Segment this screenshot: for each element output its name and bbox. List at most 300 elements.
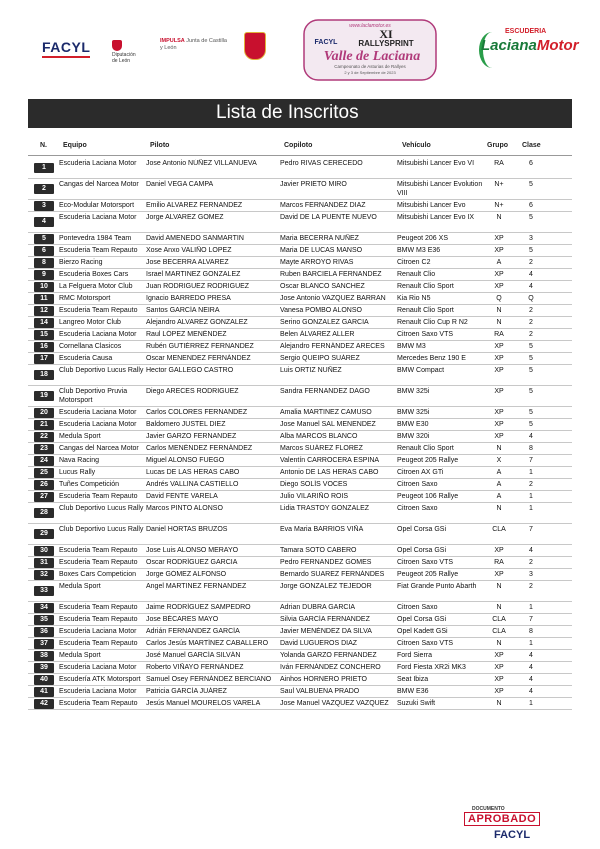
entry-number: 3 <box>34 201 54 211</box>
entry-grupo: XP <box>494 652 504 659</box>
entry-copiloto: Javier PRIETO MIRO <box>280 181 347 188</box>
entry-piloto: Andrés VALLINA CASTIELLO <box>146 481 239 488</box>
entry-number: 36 <box>34 627 54 637</box>
table-row <box>28 179 572 200</box>
table-row <box>28 407 572 419</box>
table-row <box>28 581 572 602</box>
entry-copiloto: Bernardo SUAREZ FERNÁNDES <box>280 571 385 578</box>
entry-vehiculo: BMW M3 E36 <box>397 247 441 254</box>
entry-equipo: Lucus Rally <box>59 469 96 476</box>
entry-vehiculo: Suzuki Swift <box>397 700 436 707</box>
entry-clase: 5 <box>529 181 533 188</box>
entry-piloto: Daniel HORTAS BRUZOS <box>146 526 228 533</box>
table-header <box>28 140 572 154</box>
entry-vehiculo: Renault Clio Sport <box>397 283 454 290</box>
entry-number: 8 <box>34 258 54 268</box>
table-row <box>28 686 572 698</box>
entry-grupo: XP <box>494 676 504 683</box>
entry-copiloto: David LUGUEROS DIAZ <box>280 640 358 647</box>
entry-vehiculo: Citroen Saxo VTS <box>397 640 454 647</box>
entry-equipo: RMC Motorsport <box>59 295 111 302</box>
entry-grupo: N <box>496 319 502 326</box>
table-row <box>28 602 572 614</box>
table-row <box>28 293 572 305</box>
entry-vehiculo: BMW M3 <box>397 343 426 350</box>
entry-copiloto: Sandra FERNANDEZ DAGO <box>280 388 370 395</box>
entry-grupo: N <box>496 445 502 452</box>
entry-grupo: A <box>496 481 502 488</box>
entry-equipo: Escuderia Team Repauto <box>59 307 138 314</box>
entry-clase: 3 <box>529 235 533 242</box>
entry-copiloto: Julio VILARIÑO ROIS <box>280 493 349 500</box>
entry-equipo: Escuderia Boxes Cars <box>59 271 129 278</box>
entry-equipo: Escuderia Laciana Motor <box>59 664 137 671</box>
entry-number: 31 <box>34 558 54 568</box>
entry-copiloto: David DE LA PUENTE NUEVO <box>280 214 377 221</box>
rally-sprint: RALLYSPRINT <box>358 39 414 48</box>
table-row <box>28 698 572 710</box>
entry-grupo: RA <box>494 559 504 566</box>
entry-number: 28 <box>34 508 54 518</box>
table-row <box>28 245 572 257</box>
entry-grupo: A <box>496 469 502 476</box>
entry-piloto: Jose Antonio NÚÑEZ VILLANUEVA <box>146 160 257 167</box>
header-logos <box>0 0 600 92</box>
entry-grupo: N <box>496 214 502 221</box>
table-row <box>28 281 572 293</box>
entry-vehiculo: Renault Clio Sport <box>397 445 454 452</box>
entry-copiloto: Belen ÁLVAREZ ALLER <box>280 331 355 338</box>
entry-copiloto: Valentín CARROCERA ESPINA <box>280 457 380 464</box>
entry-vehiculo: Citroen C2 <box>397 259 431 266</box>
entry-piloto: Carlos COLORES FERNANDEZ <box>146 409 248 416</box>
entry-number: 9 <box>34 270 54 280</box>
entry-equipo: Escuderia Team Repauto <box>59 604 138 611</box>
entry-clase: 2 <box>529 307 533 314</box>
header-divider <box>28 155 572 156</box>
entry-piloto: Marcos PINTO ALONSO <box>146 505 223 512</box>
entry-equipo: Medula Sport <box>59 433 101 440</box>
page-title: Lista de Inscritos <box>216 102 359 123</box>
entry-equipo: Escuderia Laciana Motor <box>59 421 137 428</box>
entry-number: 25 <box>34 468 54 478</box>
entry-copiloto: Adrian DUBRA GARCIA <box>280 604 356 611</box>
entry-clase: 5 <box>529 388 533 395</box>
entry-number: 26 <box>34 480 54 490</box>
entry-grupo: N+ <box>494 181 504 188</box>
entry-vehiculo: Peugeot 205 Rallye <box>397 571 459 578</box>
entry-number: 41 <box>34 687 54 697</box>
entry-equipo: Escuderia Laciana Motor <box>59 160 137 167</box>
entry-number: 33 <box>34 586 54 596</box>
escuderia-name-b: Motor <box>536 37 579 54</box>
facyl-logo-text: FACYL <box>42 39 91 55</box>
table-row <box>28 569 572 581</box>
entry-vehiculo: Fiat Grande Punto Abarth <box>397 583 477 590</box>
entry-grupo: XP <box>494 664 504 671</box>
diputacion-logo <box>112 40 140 64</box>
table-row <box>28 503 572 524</box>
entry-equipo: Pontevedra 1984 Team <box>59 235 132 242</box>
entry-copiloto: Maria BECERRA NUÑEZ <box>280 235 359 242</box>
escuderia-top-text: ESCUDERIA <box>505 28 547 35</box>
entry-copiloto: Mayte ARROYO RIVAS <box>280 259 354 266</box>
entry-number: 19 <box>34 391 54 401</box>
rally-dates: 2 y 3 de Septiembre de 2023 <box>344 70 396 75</box>
entry-grupo: N+ <box>494 202 504 209</box>
entry-grupo: XP <box>494 343 504 350</box>
entry-clase: 5 <box>529 355 533 362</box>
entry-piloto: Patricia GARCÍA JUÁREZ <box>146 688 227 695</box>
rally-logo <box>300 16 440 84</box>
entry-clase: 4 <box>529 676 533 683</box>
entry-piloto: Emilio ALVAREZ FERNANDEZ <box>146 202 243 209</box>
entry-grupo: N <box>496 583 502 590</box>
entry-number: 2 <box>34 184 54 194</box>
entry-clase: 5 <box>529 214 533 221</box>
entry-copiloto: Maria DE LUCAS MANSO <box>280 247 363 254</box>
entry-equipo: Club Deportivo Lucus Rally <box>59 505 144 512</box>
entry-number: 42 <box>34 699 54 709</box>
entry-clase: 5 <box>529 421 533 428</box>
table-row <box>28 557 572 569</box>
entry-clase: 2 <box>529 319 533 326</box>
entry-vehiculo: Mercedes Benz 190 E <box>397 355 466 362</box>
entry-copiloto: Luis ORTIZ NUÑEZ <box>280 367 342 374</box>
entry-piloto: Jaime RODRÍGUEZ SAMPEDRO <box>146 604 251 611</box>
entry-grupo: N <box>496 700 502 707</box>
table-row <box>28 305 572 317</box>
entry-copiloto: Yolanda GARZO FERNANDEZ <box>280 652 377 659</box>
rally-subtitle: Campeonato de Asturias de Rallyes <box>334 64 406 69</box>
entry-number: 15 <box>34 330 54 340</box>
table-row <box>28 212 572 233</box>
entry-clase: 7 <box>529 526 533 533</box>
entry-clase: 4 <box>529 688 533 695</box>
entry-number: 27 <box>34 492 54 502</box>
entry-piloto: Carlos Jesús MARTÍNEZ CABALLERO <box>146 640 269 647</box>
impulsa-text: IMPULSA <box>160 38 185 44</box>
entry-piloto: Hector GALLEGO CASTRO <box>146 367 234 374</box>
entry-vehiculo: Kia Rio N5 <box>397 295 431 302</box>
entry-copiloto: Vanesa POMBO ALONSO <box>280 307 362 314</box>
entry-clase: Q <box>528 295 534 302</box>
facyl-logo-bar <box>42 56 90 58</box>
entry-copiloto: Marcos SUÁREZ FLOREZ <box>280 445 363 452</box>
entry-clase: 6 <box>529 202 533 209</box>
entry-clase: 7 <box>529 616 533 623</box>
entry-vehiculo: Peugeot 106 Rallye <box>397 493 459 500</box>
entry-piloto: Xose Anxo VALIÑO LOPEZ <box>146 247 232 254</box>
entry-vehiculo: Citroen Saxo <box>397 604 438 611</box>
entry-clase: 4 <box>529 652 533 659</box>
escuderia-laciana-logo <box>475 26 579 76</box>
entry-number: 24 <box>34 456 54 466</box>
entry-clase: 4 <box>529 433 533 440</box>
entry-grupo: XP <box>494 421 504 428</box>
table-row <box>28 650 572 662</box>
table-row <box>28 467 572 479</box>
rally-name: Valle de Laciana <box>323 49 421 64</box>
entry-equipo: Tuñes Competición <box>59 481 120 488</box>
entry-clase: 6 <box>529 160 533 167</box>
entry-copiloto: Pedro FERNANDEZ GOMES <box>280 559 372 566</box>
entry-piloto: Oscar RODRÍGUEZ GARCIA <box>146 559 238 566</box>
entry-equipo: Escuderia Causa <box>59 355 113 362</box>
entry-vehiculo: BMW 325i <box>397 388 430 395</box>
entry-vehiculo: Renault Clio <box>397 271 436 278</box>
entry-piloto: José Manuel GARCÍA SILVÁN <box>146 652 241 659</box>
entry-clase: 8 <box>529 628 533 635</box>
header-vehiculo: Vehículo <box>402 142 431 149</box>
entry-equipo: Medula Sport <box>59 652 101 659</box>
entry-clase: 1 <box>529 640 533 647</box>
table-row <box>28 431 572 443</box>
entry-vehiculo: Peugeot 205 Rallye <box>397 457 459 464</box>
entry-copiloto: Saul VALBUENA PRADO <box>280 688 360 695</box>
entry-clase: 8 <box>529 445 533 452</box>
rally-facyl: FACYL <box>314 39 338 46</box>
entry-number: 5 <box>34 234 54 244</box>
table-row <box>28 233 572 245</box>
entry-equipo: Escuderia Team Repauto <box>59 559 138 566</box>
entry-number: 4 <box>34 217 54 227</box>
entry-equipo: Medula Sport <box>59 583 101 590</box>
entry-number: 20 <box>34 408 54 418</box>
entry-grupo: XP <box>494 388 504 395</box>
entry-piloto: Jesús Manuel MOURELOS VARELA <box>146 700 261 707</box>
entry-grupo: A <box>496 493 502 500</box>
entry-clase: 4 <box>529 664 533 671</box>
entry-piloto: Samuel Osey FERNÁNDEZ BERCIANO <box>146 676 272 683</box>
table-row <box>28 341 572 353</box>
entry-clase: 3 <box>529 571 533 578</box>
entry-vehiculo: Mitsubishi Lancer Evo VI <box>397 160 475 167</box>
entry-clase: 1 <box>529 469 533 476</box>
entry-piloto: Oscar MENENDEZ FERNÁNDEZ <box>146 355 251 362</box>
entry-piloto: Angel MARTINEZ FERNANDEZ <box>146 583 247 590</box>
entry-grupo: X <box>496 457 502 464</box>
escuderia-name-a: Laciana <box>481 37 537 54</box>
entry-equipo: Escuderia Team Repauto <box>59 493 138 500</box>
entry-grupo: RA <box>494 160 504 167</box>
table-row <box>28 365 572 386</box>
entry-piloto: Jose BÉCARES MAYO <box>146 616 219 623</box>
entry-piloto: David AMENEDO SANMARTIN <box>146 235 244 242</box>
rally-edition: XI <box>379 27 393 41</box>
table-row <box>28 329 572 341</box>
entry-grupo: XP <box>494 409 504 416</box>
entry-piloto: Jose Luis ALONSO MERAYO <box>146 547 239 554</box>
entry-equipo: Escuderia Team Repauto <box>59 547 138 554</box>
entry-number: 21 <box>34 420 54 430</box>
entry-grupo: XP <box>494 367 504 374</box>
entry-vehiculo: Citroen Saxo <box>397 505 438 512</box>
entry-grupo: CLA <box>492 616 506 623</box>
entry-equipo: Cangas del Narcea Motor <box>59 181 139 188</box>
entry-equipo: Nava Racing <box>59 457 100 464</box>
entry-piloto: Javier GARZO FERNANDEZ <box>146 433 237 440</box>
entry-number: 1 <box>34 163 54 173</box>
table-row <box>28 317 572 329</box>
entry-copiloto: Silvia GARCÍA FERNANDEZ <box>280 616 370 623</box>
entry-copiloto: Oscar BLANCO SANCHEZ <box>280 283 365 290</box>
table-row <box>28 524 572 545</box>
entry-clase: 1 <box>529 493 533 500</box>
entry-clase: 2 <box>529 259 533 266</box>
entry-piloto: Daniel VEGA CAMPA <box>146 181 214 188</box>
entry-clase: 1 <box>529 604 533 611</box>
rally-url: www.laclamotor.es <box>349 23 391 29</box>
entry-copiloto: Marcos FERNANDEZ DIAZ <box>280 202 366 209</box>
entry-number: 22 <box>34 432 54 442</box>
table-row <box>28 386 572 407</box>
entry-piloto: Diego ARECES RODRIGUEZ <box>146 388 239 395</box>
entry-vehiculo: Citroen Saxo VTS <box>397 559 454 566</box>
entry-clase: 7 <box>529 457 533 464</box>
entry-vehiculo: Opel Kadett GSi <box>397 628 448 635</box>
entry-piloto: Jorge GÓMEZ ALFONSO <box>146 571 227 578</box>
entry-piloto: Baldomero JUSTEL DIEZ <box>146 421 226 428</box>
entry-grupo: A <box>496 259 502 266</box>
entry-equipo: Cangas del Narcea Motor <box>59 445 139 452</box>
entry-piloto: Santos GARCÍA NEIRA <box>146 307 220 314</box>
table-row <box>28 419 572 431</box>
entry-grupo: XP <box>494 547 504 554</box>
entry-copiloto: Sergio QUEIPO SUÁREZ <box>280 355 360 362</box>
entry-number: 12 <box>34 306 54 316</box>
entry-number: 10 <box>34 282 54 292</box>
entry-piloto: Jose BECERRA ALVAREZ <box>146 259 229 266</box>
entry-number: 32 <box>34 570 54 580</box>
entry-copiloto: Antonio DE LAS HERAS CABO <box>280 469 379 476</box>
entry-vehiculo: BMW E36 <box>397 688 429 695</box>
entry-equipo: Escuderia Laciana Motor <box>59 688 137 695</box>
entry-vehiculo: Opel Corsa GSi <box>397 547 447 554</box>
diputacion-shield-icon <box>112 40 122 51</box>
entry-copiloto: Iván FERNÁNDEZ CONCHERO <box>280 664 381 671</box>
entry-number: 16 <box>34 342 54 352</box>
entry-number: 37 <box>34 639 54 649</box>
entry-vehiculo: BMW 320i <box>397 433 430 440</box>
entry-grupo: XP <box>494 283 504 290</box>
header-num: N. <box>40 142 47 149</box>
entry-number: 38 <box>34 651 54 661</box>
header-copiloto: Copiloto <box>284 142 313 149</box>
entry-copiloto: Alba MARCOS BLANCO <box>280 433 358 440</box>
entry-clase: 1 <box>529 700 533 707</box>
entry-number: 34 <box>34 603 54 613</box>
entry-equipo: Escuderia Team Repauto <box>59 640 138 647</box>
jcyl-text: Junta de Castilla y León <box>160 38 227 51</box>
entry-equipo: Langreo Motor Club <box>59 319 121 326</box>
entry-copiloto: Ruben BARCIELA FERNANDEZ <box>280 271 382 278</box>
table-row <box>28 443 572 455</box>
entry-piloto: Ignacio BARREDO PRESA <box>146 295 231 302</box>
table-row <box>28 491 572 503</box>
entry-copiloto: Jose Manuel SAL MENENDEZ <box>280 421 376 428</box>
table-row <box>28 479 572 491</box>
table-row <box>28 674 572 686</box>
entry-number: 35 <box>34 615 54 625</box>
entry-clase: 2 <box>529 481 533 488</box>
entry-grupo: XP <box>494 247 504 254</box>
entry-grupo: XP <box>494 355 504 362</box>
entry-vehiculo: Renault Clio Sport <box>397 307 454 314</box>
header-equipo: Equipo <box>63 142 87 149</box>
entry-grupo: XP <box>494 688 504 695</box>
table-row <box>28 257 572 269</box>
entry-equipo: Escuderia Team Repauto <box>59 700 138 707</box>
table-row <box>28 455 572 467</box>
entry-grupo: N <box>496 505 502 512</box>
entry-equipo: Escudería ATK Motorsport <box>59 676 141 683</box>
entry-piloto: David FENTE VARELA <box>146 493 218 500</box>
entry-equipo: Club Deportivo Lucus Rally <box>59 526 144 533</box>
entry-vehiculo: BMW Compact <box>397 367 445 374</box>
header-clase: Clase <box>522 142 541 149</box>
entry-equipo: Bierzo Racing <box>59 259 103 266</box>
title-bar <box>28 99 572 128</box>
entry-copiloto: Serino GONZALEZ GARCIA <box>280 319 369 326</box>
entry-grupo: N <box>496 604 502 611</box>
entry-number: 30 <box>34 546 54 556</box>
table-row <box>28 662 572 674</box>
entry-vehiculo: Mitsubishi Lancer Evolution VIII <box>397 181 483 197</box>
entry-piloto: Lucas DE LAS HERAS CABO <box>146 469 240 476</box>
entry-clase: 4 <box>529 547 533 554</box>
entry-equipo: Cornellana Clasicos <box>59 343 122 350</box>
entry-copiloto: Jose Manuel VAZQUEZ VAZQUEZ <box>280 700 389 707</box>
entry-piloto: Jorge ALVAREZ GOMEZ <box>146 214 224 221</box>
entry-clase: 1 <box>529 505 533 512</box>
entry-grupo: Q <box>496 295 502 302</box>
entry-piloto: Israel MARTINEZ GONZALEZ <box>146 271 241 278</box>
table-row <box>28 200 572 212</box>
entry-copiloto: Tamara SOTO CABERO <box>280 547 357 554</box>
entry-clase: 2 <box>529 331 533 338</box>
entry-number: 6 <box>34 246 54 256</box>
entry-equipo: La Felguera Motor Club <box>59 283 133 290</box>
table-row <box>28 353 572 365</box>
entry-grupo: XP <box>494 271 504 278</box>
entry-copiloto: Alejandro FERNÁNDEZ ARECES <box>280 343 385 350</box>
entry-vehiculo: Seat Ibiza <box>397 676 429 683</box>
entry-piloto: Adrián FERNANDEZ GARCÍA <box>146 628 240 635</box>
entry-copiloto: Lidia TRASTOY GONZALEZ <box>280 505 370 512</box>
entry-equipo: Club Deportivo Lucus Rally <box>59 367 144 374</box>
entry-clase: 2 <box>529 583 533 590</box>
entry-equipo: Boxes Cars Competicion <box>59 571 137 578</box>
entry-copiloto: Javier MENÉNDEZ DA SILVA <box>280 628 372 635</box>
entry-vehiculo: Opel Corsa GSi <box>397 526 447 533</box>
entry-copiloto: Jose Antonio VAZQUEZ BARRAN <box>280 295 386 302</box>
entry-grupo: CLA <box>492 628 506 635</box>
entry-vehiculo: Ford Sierra <box>397 652 433 659</box>
entry-number: 14 <box>34 318 54 328</box>
escuderia-name <box>481 37 579 54</box>
entry-piloto: Alejandro ALVAREZ GONZALEZ <box>146 319 248 326</box>
entry-clase: 5 <box>529 343 533 350</box>
table-row <box>28 269 572 281</box>
entry-vehiculo: Mitsubishi Lancer Evo IX <box>397 214 475 221</box>
entry-equipo: Escuderia Team Repauto <box>59 616 138 623</box>
entry-number: 17 <box>34 354 54 364</box>
entry-vehiculo: Citroen AX GTi <box>397 469 444 476</box>
entry-copiloto: Ainhos HORNERO PRIETO <box>280 676 368 683</box>
entry-equipo: Escuderia Laciana Motor <box>59 628 137 635</box>
facyl-logo <box>42 39 90 58</box>
